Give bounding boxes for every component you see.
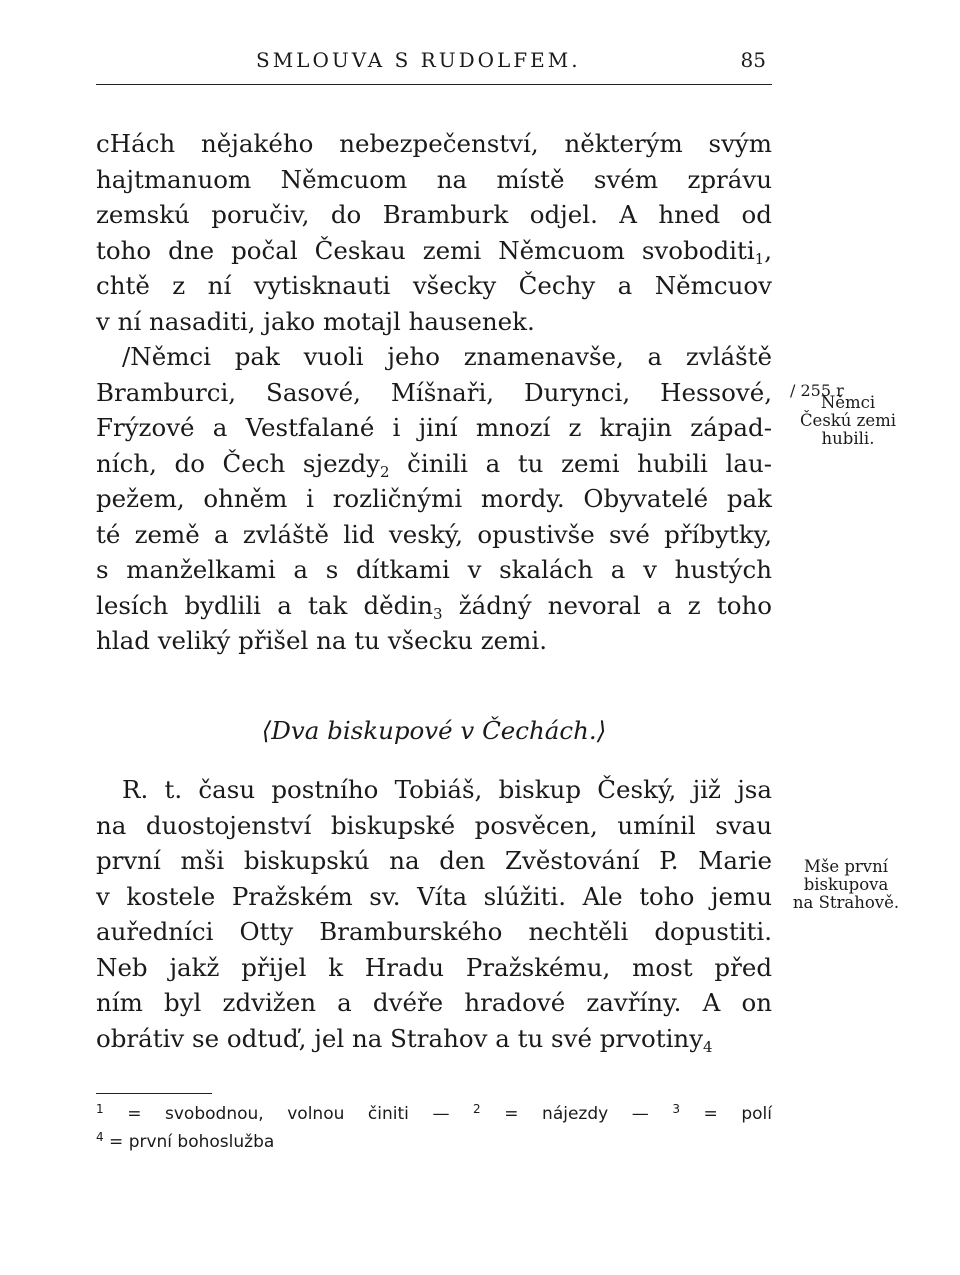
footnotes xyxy=(96,1100,772,1156)
line-text: s manželkami a s dítkami v skalách a v hustých xyxy=(96,555,772,584)
line-text: Bramburci, Sasové, Míšnaři, Durynci, Hessové, xyxy=(96,377,772,407)
marginal-line: biskupova xyxy=(803,875,889,894)
page-header xyxy=(96,40,772,85)
text-line xyxy=(96,623,772,659)
main-text-lower xyxy=(96,772,772,1056)
line-text-cont: žádný nevoral a z toho xyxy=(442,590,773,620)
text-line xyxy=(96,233,772,269)
footnote-number: 2 xyxy=(473,1102,481,1116)
text-line xyxy=(96,339,772,375)
text-line xyxy=(96,985,772,1021)
text-line xyxy=(96,950,772,986)
main-text-upper xyxy=(96,126,772,659)
line-text: pežem, ohněm i rozličnými mordy. Obyvatelé pak xyxy=(96,484,772,513)
text-line xyxy=(96,304,772,340)
line-text-cont: , xyxy=(764,235,772,265)
marginal-line: na Strahově. xyxy=(792,893,900,912)
footnote-marker: 4 xyxy=(703,1037,713,1056)
line-text: toho dne počal Českau zemi Němcuom svoboditi xyxy=(96,235,755,265)
line-text: R. t. času postního Tobiáš, biskup Český, již jsa xyxy=(122,775,772,804)
folio-reference: / 255 r xyxy=(790,381,844,400)
marginal-line: Českú zemi xyxy=(799,411,897,430)
line-text: lesích bydlili a tak dědin xyxy=(96,590,433,620)
text-line xyxy=(96,772,772,808)
footnote-number: 4 xyxy=(96,1130,104,1144)
marginal-note-mse xyxy=(776,858,916,912)
line-text: cHách nějakého nebezpečenství, některým svým xyxy=(96,129,772,158)
text-line xyxy=(96,375,772,411)
line-text: první mši biskupskú na den Zvěstování P. Marie xyxy=(96,846,772,875)
line-text-cont: činili a tu zemi hubili lau- xyxy=(389,448,773,478)
paragraph xyxy=(96,339,772,659)
text-line xyxy=(96,197,772,233)
line-text: zemskú poručiv, do Bramburk odjel. A hned od xyxy=(96,200,772,229)
text-line xyxy=(96,126,772,162)
line-text: v kostele Pražském sv. Víta slúžiti. Ale toho jemu xyxy=(96,881,772,911)
footnote-divider xyxy=(96,1093,212,1094)
line-text: v ní nasaditi, jako motajl hausenek. xyxy=(96,306,535,336)
line-text: hlad veliký přišel na tu všecku zemi. xyxy=(96,626,548,655)
footnote-marker: 3 xyxy=(432,604,443,623)
line-text: té země a zvláště lid veský, opustivše své příbytky, xyxy=(96,519,772,549)
text-line xyxy=(96,552,772,588)
footnote-number: 1 xyxy=(96,1102,104,1116)
marginal-line: hubili. xyxy=(821,429,875,448)
line-text: chtě z ní vytisknauti všecky Čechy a Němcuov xyxy=(96,271,772,300)
marginal-line: Němci xyxy=(820,393,876,412)
text-line xyxy=(96,843,772,879)
line-text: hajtmanuom Němcuom na místě svém zprávu xyxy=(96,164,772,194)
text-line xyxy=(96,808,772,844)
line-text: ních, do Čech sjezdy xyxy=(96,448,381,478)
line-text: na duostojenství biskupské posvěcen, umínil svau xyxy=(96,810,772,840)
footnote-text: = polí xyxy=(679,1104,772,1124)
text-line xyxy=(96,268,772,304)
text-line xyxy=(96,517,772,553)
footnote-text: = první bohoslužba xyxy=(103,1132,275,1152)
text-line xyxy=(96,1021,772,1057)
footnote-marker: 1 xyxy=(754,249,765,268)
running-title: SMLOUVA S RUDOLFEM. xyxy=(256,48,581,72)
footnote-text: = svobodnou, volnou činiti — xyxy=(103,1104,474,1124)
footnote-text: = nájezdy — xyxy=(480,1104,673,1124)
footnote-number: 3 xyxy=(672,1102,680,1116)
paragraph xyxy=(96,772,772,1056)
text-line xyxy=(96,481,772,517)
text-line xyxy=(96,162,772,198)
paragraph xyxy=(96,126,772,339)
page-number: 85 xyxy=(740,48,766,72)
line-text: obrátiv se odtuď, jel na Strahov a tu své prvotiny xyxy=(96,1023,704,1053)
line-text: Neb jakž přijel k Hradu Pražskému, most před xyxy=(96,952,772,982)
text-line xyxy=(96,879,772,915)
section-heading: ⟨Dva biskupové v Čechách.⟩ xyxy=(261,716,607,745)
marginal-line: Mše první xyxy=(803,857,889,876)
line-text: /Němci pak vuoli jeho znamenavše, a zvláště xyxy=(122,342,772,371)
line-text: auředníci Otty Bramburského nechtěli dopustiti. xyxy=(96,917,772,946)
footnote-marker: 2 xyxy=(380,462,390,481)
line-text: Frýzové a Vestfalané i jiní mnozí z krajin západ- xyxy=(96,413,772,442)
line-text: ním byl zdvižen a dvéře hradové zavříny. A on xyxy=(96,988,772,1017)
text-line xyxy=(96,588,772,624)
text-line xyxy=(96,914,772,950)
marginal-note-nemci xyxy=(788,394,908,448)
text-line xyxy=(96,446,772,482)
text-line xyxy=(96,410,772,446)
footnote-line xyxy=(96,1128,772,1156)
footnote-line xyxy=(96,1100,772,1128)
